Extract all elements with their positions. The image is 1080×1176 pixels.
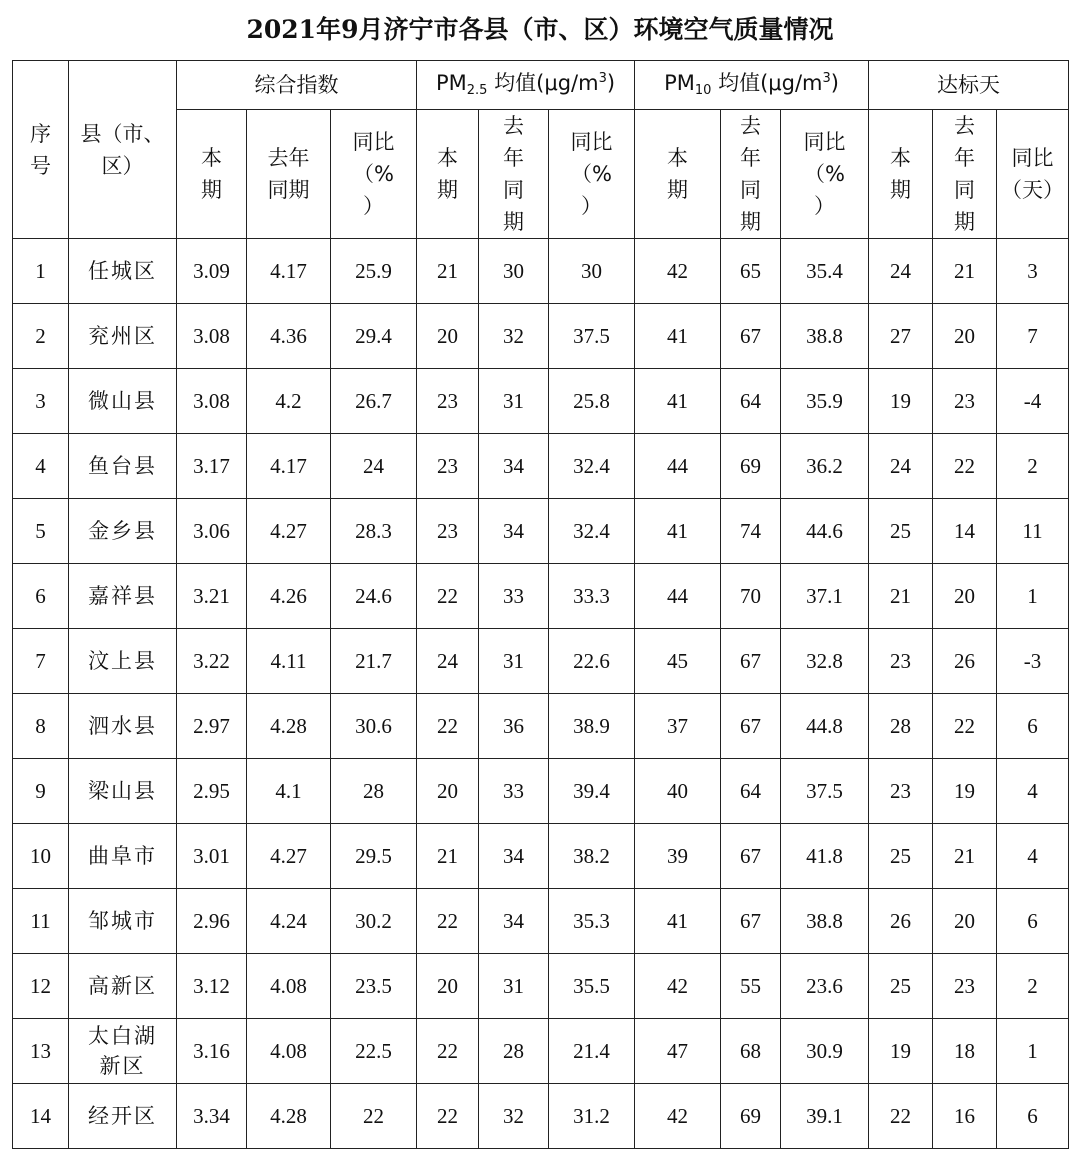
cell-pm25-yoy: 35.3	[549, 889, 635, 954]
cell-days-yoy: 1	[997, 1019, 1069, 1084]
cell-pm10-cur: 42	[635, 954, 721, 1019]
cell-pm25-yoy: 21.4	[549, 1019, 635, 1084]
table-row	[13, 1019, 1069, 1084]
cell-pm10-prev: 67	[721, 824, 781, 889]
cell-seq: 3	[13, 369, 69, 434]
cell-county: 兖州区	[69, 304, 177, 369]
cell-days-cur: 26	[869, 889, 933, 954]
cell-days-yoy: 4	[997, 824, 1069, 889]
cell-pm25-cur: 22	[417, 889, 479, 954]
cell-seq: 12	[13, 954, 69, 1019]
cell-pm10-cur: 44	[635, 434, 721, 499]
cell-pm10-cur: 37	[635, 694, 721, 759]
cell-pm10-prev: 69	[721, 434, 781, 499]
cell-days-yoy: 1	[997, 564, 1069, 629]
cell-county: 鱼台县	[69, 434, 177, 499]
cell-pm10-prev: 67	[721, 889, 781, 954]
header-pm25: $PM_{2.5}$ 均值$(\mu g/m^3)$	[417, 61, 635, 110]
subheader-ci-prev-year: 去年 同期	[247, 110, 331, 239]
cell-seq: 13	[13, 1019, 69, 1084]
cell-pm10-cur: 42	[635, 239, 721, 304]
cell-days-cur: 25	[869, 499, 933, 564]
subheader-pm25-prev-year: 去 年 同 期	[479, 110, 549, 239]
cell-pm10-cur: 44	[635, 564, 721, 629]
cell-pm10-prev: 74	[721, 499, 781, 564]
cell-ci-prev: 4.08	[247, 954, 331, 1019]
cell-ci-cur: 3.08	[177, 304, 247, 369]
cell-ci-cur: 3.12	[177, 954, 247, 1019]
cell-days-prev: 20	[933, 889, 997, 954]
table-row	[13, 759, 1069, 824]
cell-days-yoy: 7	[997, 304, 1069, 369]
cell-county: 汶上县	[69, 629, 177, 694]
cell-pm10-prev: 68	[721, 1019, 781, 1084]
cell-ci-prev: 4.2	[247, 369, 331, 434]
cell-pm25-cur: 23	[417, 499, 479, 564]
cell-pm10-yoy: 38.8	[781, 889, 869, 954]
cell-pm10-prev: 67	[721, 629, 781, 694]
cell-ci-yoy: 22	[331, 1084, 417, 1149]
subheader-pm25-yoy: 同比 （% ）	[549, 110, 635, 239]
cell-pm25-cur: 22	[417, 564, 479, 629]
cell-days-cur: 25	[869, 824, 933, 889]
cell-pm10-yoy: 39.1	[781, 1084, 869, 1149]
cell-pm25-prev: 31	[479, 369, 549, 434]
cell-pm10-prev: 67	[721, 694, 781, 759]
cell-pm25-yoy: 37.5	[549, 304, 635, 369]
cell-pm25-yoy: 31.2	[549, 1084, 635, 1149]
cell-pm10-cur: 45	[635, 629, 721, 694]
table-row	[13, 369, 1069, 434]
cell-days-prev: 21	[933, 239, 997, 304]
cell-days-yoy: 2	[997, 954, 1069, 1019]
cell-days-cur: 19	[869, 1019, 933, 1084]
cell-days-prev: 22	[933, 694, 997, 759]
cell-pm10-cur: 47	[635, 1019, 721, 1084]
cell-days-cur: 27	[869, 304, 933, 369]
subheader-pm10-prev-year: 去 年 同 期	[721, 110, 781, 239]
cell-ci-yoy: 24.6	[331, 564, 417, 629]
cell-ci-prev: 4.36	[247, 304, 331, 369]
cell-pm25-cur: 24	[417, 629, 479, 694]
cell-ci-cur: 3.21	[177, 564, 247, 629]
table-row	[13, 954, 1069, 1019]
subheader-days-prev-year: 去 年 同 期	[933, 110, 997, 239]
cell-seq: 7	[13, 629, 69, 694]
cell-pm25-cur: 22	[417, 1084, 479, 1149]
cell-pm10-yoy: 36.2	[781, 434, 869, 499]
cell-pm25-cur: 23	[417, 369, 479, 434]
cell-seq: 10	[13, 824, 69, 889]
cell-pm10-prev: 64	[721, 759, 781, 824]
cell-pm10-prev: 55	[721, 954, 781, 1019]
cell-county: 泗水县	[69, 694, 177, 759]
cell-pm25-prev: 32	[479, 1084, 549, 1149]
cell-seq: 14	[13, 1084, 69, 1149]
cell-pm25-yoy: 33.3	[549, 564, 635, 629]
cell-ci-cur: 3.34	[177, 1084, 247, 1149]
cell-county: 任城区	[69, 239, 177, 304]
cell-ci-yoy: 25.9	[331, 239, 417, 304]
table-row	[13, 1084, 1069, 1149]
cell-pm10-yoy: 35.4	[781, 239, 869, 304]
cell-days-cur: 23	[869, 629, 933, 694]
table-row	[13, 434, 1069, 499]
cell-days-prev: 23	[933, 954, 997, 1019]
subheader-days-yoy: 同比 （天）	[997, 110, 1069, 239]
subheader-pm25-current: 本 期	[417, 110, 479, 239]
subheader-pm10-yoy: 同比 （% ）	[781, 110, 869, 239]
cell-county: 高新区	[69, 954, 177, 1019]
cell-ci-cur: 3.22	[177, 629, 247, 694]
cell-ci-prev: 4.17	[247, 434, 331, 499]
cell-county: 微山县	[69, 369, 177, 434]
cell-pm10-cur: 42	[635, 1084, 721, 1149]
cell-pm25-prev: 31	[479, 954, 549, 1019]
cell-ci-cur: 3.08	[177, 369, 247, 434]
table-row	[13, 824, 1069, 889]
cell-pm10-yoy: 44.8	[781, 694, 869, 759]
cell-days-cur: 24	[869, 434, 933, 499]
cell-pm10-cur: 40	[635, 759, 721, 824]
subheader-ci-yoy: 同比 （% ）	[331, 110, 417, 239]
cell-pm10-yoy: 37.1	[781, 564, 869, 629]
cell-days-cur: 28	[869, 694, 933, 759]
cell-ci-yoy: 29.4	[331, 304, 417, 369]
cell-pm25-yoy: 32.4	[549, 499, 635, 564]
cell-days-prev: 14	[933, 499, 997, 564]
subheader-pm10-current: 本 期	[635, 110, 721, 239]
cell-county: 嘉祥县	[69, 564, 177, 629]
header-days: 达标天	[869, 61, 1069, 110]
cell-pm25-cur: 21	[417, 239, 479, 304]
cell-days-yoy: 6	[997, 889, 1069, 954]
cell-seq: 2	[13, 304, 69, 369]
cell-days-prev: 19	[933, 759, 997, 824]
cell-pm25-prev: 34	[479, 434, 549, 499]
cell-pm10-prev: 65	[721, 239, 781, 304]
cell-seq: 11	[13, 889, 69, 954]
cell-county: 梁山县	[69, 759, 177, 824]
cell-pm10-prev: 67	[721, 304, 781, 369]
subheader-days-current: 本 期	[869, 110, 933, 239]
table-row	[13, 304, 1069, 369]
cell-days-cur: 23	[869, 759, 933, 824]
cell-seq: 9	[13, 759, 69, 824]
cell-pm10-yoy: 32.8	[781, 629, 869, 694]
cell-ci-yoy: 21.7	[331, 629, 417, 694]
header-seq: 序 号	[13, 61, 69, 239]
cell-days-yoy: 4	[997, 759, 1069, 824]
cell-pm25-yoy: 25.8	[549, 369, 635, 434]
cell-pm25-prev: 33	[479, 759, 549, 824]
cell-days-cur: 22	[869, 1084, 933, 1149]
cell-county: 金乡县	[69, 499, 177, 564]
cell-ci-prev: 4.1	[247, 759, 331, 824]
cell-pm25-yoy: 22.6	[549, 629, 635, 694]
cell-seq: 6	[13, 564, 69, 629]
cell-pm10-yoy: 37.5	[781, 759, 869, 824]
cell-ci-prev: 4.28	[247, 694, 331, 759]
cell-pm10-cur: 41	[635, 889, 721, 954]
cell-pm25-prev: 32	[479, 304, 549, 369]
header-pm10: $PM_{10}$ 均值$(\mu g/m^3)$	[635, 61, 869, 110]
cell-ci-prev: 4.11	[247, 629, 331, 694]
cell-pm25-yoy: 35.5	[549, 954, 635, 1019]
cell-ci-cur: 3.06	[177, 499, 247, 564]
cell-ci-cur: 3.01	[177, 824, 247, 889]
cell-pm25-cur: 23	[417, 434, 479, 499]
table-row	[13, 239, 1069, 304]
cell-seq: 1	[13, 239, 69, 304]
cell-ci-cur: 3.17	[177, 434, 247, 499]
cell-seq: 8	[13, 694, 69, 759]
cell-days-yoy: 11	[997, 499, 1069, 564]
cell-days-prev: 16	[933, 1084, 997, 1149]
cell-pm25-cur: 20	[417, 304, 479, 369]
cell-ci-yoy: 28	[331, 759, 417, 824]
cell-pm10-yoy: 23.6	[781, 954, 869, 1019]
cell-pm25-cur: 20	[417, 954, 479, 1019]
cell-ci-prev: 4.27	[247, 824, 331, 889]
cell-county: 邹城市	[69, 889, 177, 954]
cell-days-prev: 21	[933, 824, 997, 889]
cell-pm10-yoy: 44.6	[781, 499, 869, 564]
cell-days-yoy: -4	[997, 369, 1069, 434]
cell-pm25-prev: 30	[479, 239, 549, 304]
cell-pm10-cur: 41	[635, 499, 721, 564]
cell-ci-prev: 4.08	[247, 1019, 331, 1084]
cell-pm25-yoy: 30	[549, 239, 635, 304]
cell-days-cur: 25	[869, 954, 933, 1019]
cell-ci-cur: 2.96	[177, 889, 247, 954]
cell-pm25-yoy: 39.4	[549, 759, 635, 824]
cell-pm10-cur: 41	[635, 369, 721, 434]
cell-ci-cur: 3.16	[177, 1019, 247, 1084]
cell-pm25-cur: 21	[417, 824, 479, 889]
table-row	[13, 629, 1069, 694]
cell-pm25-prev: 31	[479, 629, 549, 694]
cell-ci-yoy: 28.3	[331, 499, 417, 564]
cell-pm10-prev: 64	[721, 369, 781, 434]
cell-pm25-prev: 28	[479, 1019, 549, 1084]
table-row	[13, 889, 1069, 954]
cell-days-cur: 24	[869, 239, 933, 304]
cell-pm25-prev: 33	[479, 564, 549, 629]
cell-ci-yoy: 29.5	[331, 824, 417, 889]
cell-days-prev: 20	[933, 564, 997, 629]
cell-pm25-prev: 34	[479, 499, 549, 564]
cell-pm25-prev: 34	[479, 889, 549, 954]
cell-days-yoy: 6	[997, 694, 1069, 759]
cell-pm10-cur: 39	[635, 824, 721, 889]
cell-days-yoy: -3	[997, 629, 1069, 694]
cell-pm10-yoy: 41.8	[781, 824, 869, 889]
cell-days-cur: 21	[869, 564, 933, 629]
cell-pm10-prev: 69	[721, 1084, 781, 1149]
cell-pm25-prev: 34	[479, 824, 549, 889]
table-row	[13, 499, 1069, 564]
cell-county: 曲阜市	[69, 824, 177, 889]
header-composite-index: 综合指数	[177, 61, 417, 110]
table-row	[13, 694, 1069, 759]
cell-days-prev: 26	[933, 629, 997, 694]
cell-pm25-yoy: 38.9	[549, 694, 635, 759]
cell-pm25-yoy: 38.2	[549, 824, 635, 889]
table-row	[13, 564, 1069, 629]
cell-pm10-yoy: 38.8	[781, 304, 869, 369]
cell-ci-prev: 4.27	[247, 499, 331, 564]
cell-seq: 5	[13, 499, 69, 564]
cell-ci-prev: 4.24	[247, 889, 331, 954]
cell-pm10-yoy: 35.9	[781, 369, 869, 434]
cell-ci-yoy: 23.5	[331, 954, 417, 1019]
header-county: 县（市、 区）	[69, 61, 177, 239]
cell-pm10-yoy: 30.9	[781, 1019, 869, 1084]
cell-days-prev: 23	[933, 369, 997, 434]
cell-pm10-prev: 70	[721, 564, 781, 629]
cell-ci-yoy: 24	[331, 434, 417, 499]
cell-ci-cur: 3.09	[177, 239, 247, 304]
cell-ci-yoy: 22.5	[331, 1019, 417, 1084]
cell-pm25-cur: 20	[417, 759, 479, 824]
cell-days-yoy: 6	[997, 1084, 1069, 1149]
cell-days-prev: 18	[933, 1019, 997, 1084]
cell-days-yoy: 2	[997, 434, 1069, 499]
cell-ci-yoy: 26.7	[331, 369, 417, 434]
air-quality-table	[12, 60, 1069, 1149]
cell-days-prev: 20	[933, 304, 997, 369]
cell-county: 经开区	[69, 1084, 177, 1149]
cell-ci-prev: 4.17	[247, 239, 331, 304]
cell-pm10-cur: 41	[635, 304, 721, 369]
cell-days-cur: 19	[869, 369, 933, 434]
cell-pm25-cur: 22	[417, 1019, 479, 1084]
cell-ci-yoy: 30.6	[331, 694, 417, 759]
cell-ci-cur: 2.95	[177, 759, 247, 824]
cell-days-yoy: 3	[997, 239, 1069, 304]
cell-ci-prev: 4.26	[247, 564, 331, 629]
cell-days-prev: 22	[933, 434, 997, 499]
cell-ci-cur: 2.97	[177, 694, 247, 759]
cell-pm25-cur: 22	[417, 694, 479, 759]
subheader-ci-current: 本 期	[177, 110, 247, 239]
cell-county: 太白湖 新区	[69, 1019, 177, 1084]
cell-ci-yoy: 30.2	[331, 889, 417, 954]
cell-seq: 4	[13, 434, 69, 499]
cell-pm25-yoy: 32.4	[549, 434, 635, 499]
page-title: 2021年9月济宁市各县（市、区）环境空气质量情况	[246, 15, 834, 44]
cell-pm25-prev: 36	[479, 694, 549, 759]
cell-ci-prev: 4.28	[247, 1084, 331, 1149]
